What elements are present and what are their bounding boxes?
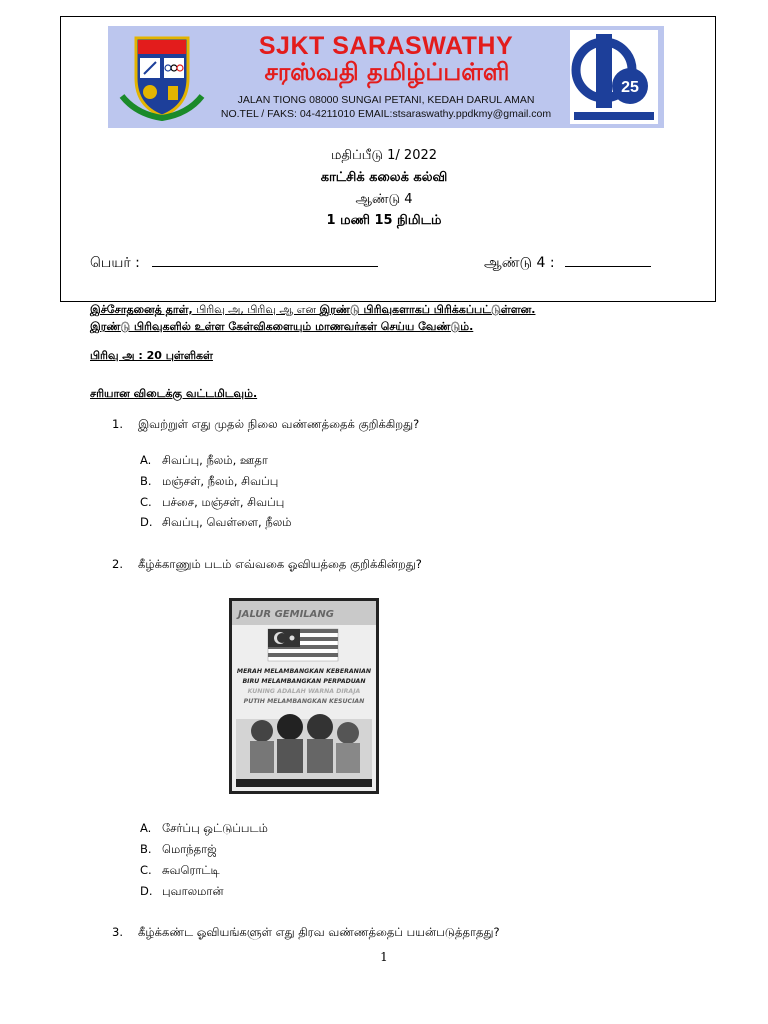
children-group-icon xyxy=(236,714,372,779)
name-input-line[interactable] xyxy=(152,254,378,267)
option-letter: A. xyxy=(140,453,152,467)
q2-option-b[interactable] xyxy=(140,842,217,858)
option-text: மஞ்சள், நீலம், சிவப்பு xyxy=(162,474,279,488)
exam-title: மதிப்பீடு 1/ 2022 xyxy=(330,148,438,163)
jalur-gemilang-poster xyxy=(229,598,379,794)
poster-tagline-2: BIRU MELAMBANGKAN PERPADUAN xyxy=(242,678,366,685)
option-text: சிவப்பு, நீலம், ஊதா xyxy=(162,453,268,467)
option-text: பச்சை, மஞ்சள், சிவப்பு xyxy=(162,495,285,509)
school-name-ta: சரஸ்வதி தமிழ்ப்பள்ளி xyxy=(264,58,510,86)
school-crest-icon xyxy=(116,30,208,122)
option-letter: A. xyxy=(140,821,152,835)
instructions-part-b: பிரிவு அ, பிரிவு ஆ என xyxy=(192,303,320,316)
malaysia-flag-icon xyxy=(268,629,338,661)
option-text: சிவப்பு, வெள்ளை, நீலம் xyxy=(162,515,292,529)
school-address-block xyxy=(208,93,564,121)
option-letter: D. xyxy=(140,515,153,529)
year-label: ஆண்டு 4 : xyxy=(484,255,555,271)
section-a-label: பிரிவு அ : 20 புள்ளிகள் xyxy=(90,349,213,362)
poster-tagline-3: KUNING ADALAH WARNA DIRAJA xyxy=(247,688,361,695)
instructions-part-c: இரண்டு பிரிவுகளாகப் பிரிக்கப்பட்டுள்ளன. xyxy=(319,303,536,316)
question-text: இவற்றுள் எது முதல் நிலை வண்ணத்தைக் குறிக்கிறது? xyxy=(138,417,420,431)
question-number: 1. xyxy=(112,417,123,431)
question-1 xyxy=(112,417,419,433)
instructions-line-1 xyxy=(90,301,722,318)
option-letter: C. xyxy=(140,863,152,877)
school-name-en: SJKT SARASWATHY xyxy=(258,32,514,60)
q2-option-a[interactable] xyxy=(140,821,268,837)
school-address: JALAN TIONG 08000 SUNGAI PETANI, KEDAH DARUL AMAN xyxy=(237,94,535,106)
exam-subject: காட்சிக் கலைக் கல்வி xyxy=(320,170,448,185)
program-25-logo-icon xyxy=(570,30,658,124)
q2-option-c[interactable] xyxy=(140,863,220,879)
question-3 xyxy=(112,925,500,941)
option-text: மொந்தாஜ் xyxy=(162,842,217,856)
instructions xyxy=(90,301,722,335)
option-letter: B. xyxy=(140,842,152,856)
exam-duration: 1 மணி 15 நிமிடம் xyxy=(326,213,442,228)
name-label: பெயர் : xyxy=(90,255,140,271)
section-a-direction: சரியான விடைக்கு வட்டமிடவும். xyxy=(90,387,258,400)
q1-option-a[interactable] xyxy=(140,453,268,469)
q1-option-b[interactable] xyxy=(140,474,278,490)
question-text: கீழ்க்காணும் படம் எவ்வகை ஓவியத்தை குறிக்கின்றது? xyxy=(138,557,422,571)
school-banner xyxy=(108,26,664,128)
page-number: 1 xyxy=(380,950,388,964)
poster-title: JALUR GEMILANG xyxy=(238,609,334,620)
exam-year: ஆண்டு 4 xyxy=(355,192,413,207)
question-2 xyxy=(112,557,422,573)
instructions-line-2: இரண்டு பிரிவுகளில் உள்ள கேள்விகளையும் மாணவர்கள் செய்ய வேண்டும். xyxy=(90,320,474,333)
year-input-line[interactable] xyxy=(565,254,651,267)
question-number: 3. xyxy=(112,925,123,939)
poster-tagline-4: PUTIH MELAMBANGKAN KESUCIAN xyxy=(243,698,365,705)
year-field-row xyxy=(484,254,651,273)
question-number: 2. xyxy=(112,557,123,571)
question-text: கீழ்க்கண்ட ஓவியங்களுள் எது திரவ வண்ணத்தைப் பயன்படுத்தாதது? xyxy=(138,925,500,939)
option-text: சுவரொட்டி xyxy=(162,863,220,877)
poster-illustration xyxy=(232,601,376,791)
name-field-row xyxy=(90,254,378,273)
option-letter: B. xyxy=(140,474,152,488)
q2-option-d[interactable] xyxy=(140,884,224,900)
instructions-part-a: இச்சோதனைத் தாள், xyxy=(90,303,193,316)
option-letter: D. xyxy=(140,884,153,898)
q1-option-d[interactable] xyxy=(140,515,292,531)
option-text: புவாலமான் xyxy=(162,884,224,898)
option-letter: C. xyxy=(140,495,152,509)
option-text: சேர்ப்பு ஒட்டுப்படம் xyxy=(162,821,268,835)
poster-tagline-1: MERAH MELAMBANGKAN KEBERANIAN xyxy=(236,668,372,675)
school-contact: NO.TEL / FAKS: 04-4211010 EMAIL:stsaraswathy.ppdkmy@gmail.com xyxy=(220,108,552,120)
q1-option-c[interactable] xyxy=(140,495,284,511)
logo-badge-text: 25 xyxy=(621,79,639,96)
